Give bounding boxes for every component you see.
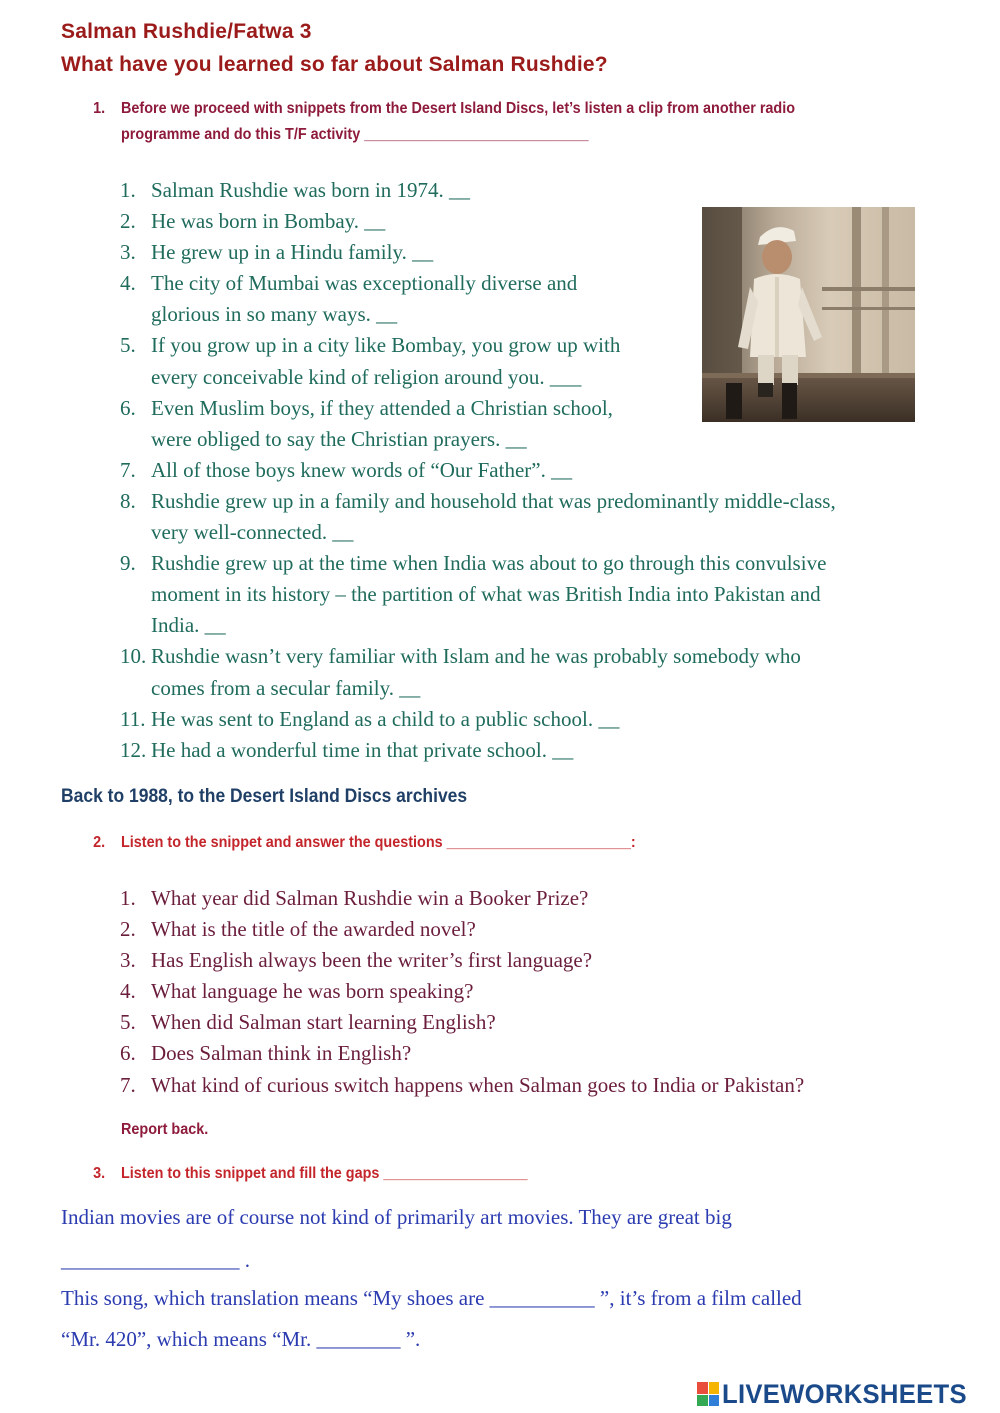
statement-number: 11.: [120, 706, 146, 731]
question-item: [120, 1070, 804, 1101]
statement-text-line: Even Muslim boys, if they attended a Christian school,: [151, 395, 613, 420]
question-item: [120, 1038, 804, 1069]
gap-fill-line: _________________ .: [61, 1248, 250, 1272]
question-text: What language he was born speaking?: [151, 979, 474, 1004]
task3-instruction: [93, 1161, 528, 1187]
question-number: 1.: [120, 886, 136, 910]
question-text: When did Salman start learning English?: [151, 1010, 496, 1035]
question-text: What kind of curious switch happens when Salman goes to India or Pakistan?: [151, 1072, 805, 1097]
task3-number: 3.: [93, 1165, 106, 1182]
question-item: [120, 914, 804, 945]
logo-mark-icon: [697, 1382, 719, 1406]
task1-number: 1.: [93, 100, 106, 117]
statement-number: 2.: [120, 209, 136, 234]
question-text: Has English always been the writer’s first language?: [151, 948, 593, 973]
gap-fill-line: This song, which translation means “My shoes are __________ ”, it’s from a film called: [61, 1286, 802, 1310]
statement-number: 6.: [120, 395, 136, 420]
liveworksheets-logo: [697, 1379, 980, 1409]
statement-text-line: All of those boys knew words of “Our Father”. __: [151, 457, 573, 482]
tf-statement: [120, 455, 836, 486]
tf-statement: [120, 735, 836, 766]
question-item: [120, 883, 804, 914]
logo-mark-tile: [697, 1395, 708, 1407]
questions-list: [120, 883, 804, 1101]
gap-fill-line: Indian movies are of course not kind of primarily art movies. They are great big: [61, 1205, 732, 1229]
statement-number: 5.: [120, 333, 136, 358]
worksheet-subtitle: What have you learned so far about Salman Rushdie?: [61, 53, 608, 76]
logo-mark-tile: [709, 1395, 720, 1407]
statement-text-line: Salman Rushdie was born in 1974. __: [151, 178, 471, 202]
statement-text-line: He was born in Bombay. __: [151, 209, 386, 234]
statement-text-line: glorious in so many ways. __: [151, 302, 398, 327]
tf-statement: [120, 641, 836, 703]
statement-number: 12.: [120, 737, 147, 762]
tf-statement: [120, 175, 836, 206]
task1-instruction: [93, 96, 796, 148]
statement-text-line: Rushdie grew up at the time when India was about to go through this convulsive: [151, 551, 827, 576]
statement-text-line: Rushdie grew up in a family and household that was predominantly middle-class,: [151, 488, 836, 513]
statement-number: 9.: [120, 551, 136, 576]
logo-mark-tile: [709, 1382, 720, 1394]
statement-text-line: very well-connected. __: [151, 520, 354, 545]
statement-number: 1.: [120, 178, 136, 202]
childhood-photo: [702, 207, 915, 422]
statement-text-line: India. __: [151, 613, 226, 638]
statement-text-line: The city of Mumbai was exceptionally diverse and: [151, 271, 578, 296]
tf-statement: [120, 548, 836, 641]
statement-text-line: He was sent to England as a child to a public school. __: [151, 706, 620, 731]
question-text: What is the title of the awarded novel?: [151, 917, 476, 942]
question-text: Does Salman think in English?: [151, 1041, 412, 1066]
question-number: 3.: [120, 948, 136, 973]
task2-instruction-line: Listen to the snippet and answer the questions _______________________:: [121, 834, 636, 851]
question-number: 5.: [120, 1010, 136, 1035]
task1-instruction-line: Before we proceed with snippets from the Desert Island Discs, let’s listen a clip from another radio: [121, 100, 796, 117]
question-number: 4.: [120, 979, 136, 1004]
section-heading: Back to 1988, to the Desert Island Discs archives: [61, 786, 468, 807]
statement-number: 7.: [120, 457, 136, 482]
statement-text-line: He grew up in a Hindu family. __: [151, 240, 434, 265]
question-item: [120, 1007, 804, 1038]
statement-text-line: every conceivable kind of religion around you. ___: [151, 364, 582, 389]
question-number: 2.: [120, 917, 136, 942]
question-number: 7.: [120, 1072, 136, 1097]
statement-number: 3.: [120, 240, 136, 265]
worksheet-title: Salman Rushdie/Fatwa 3: [61, 20, 312, 43]
logo-text: LIVEWORKSHEETS: [722, 1378, 967, 1409]
task2-number: 2.: [93, 834, 106, 851]
statement-text-line: comes from a secular family. __: [151, 675, 421, 700]
statement-text-line: Rushdie wasn’t very familiar with Islam and he was probably somebody who: [151, 644, 801, 669]
question-item: [120, 945, 804, 976]
statement-number: 4.: [120, 271, 136, 296]
question-text: What year did Salman Rushdie win a Booker Prize?: [151, 886, 589, 910]
statement-text-line: He had a wonderful time in that private school. __: [151, 737, 574, 762]
gap-fill-line: “Mr. 420”, which means “Mr. ________ ”.: [61, 1327, 421, 1351]
logo-mark-tile: [697, 1382, 708, 1394]
statement-number: 8.: [120, 488, 136, 513]
question-item: [120, 976, 804, 1007]
tf-statement: [120, 486, 836, 548]
statement-text-line: moment in its history – the partition of what was British India into Pakistan and: [151, 582, 821, 607]
tf-statement: [120, 704, 836, 735]
question-number: 6.: [120, 1041, 136, 1066]
task2-instruction: [93, 830, 636, 856]
task1-instruction-line: programme and do this T/F activity ____________________________: [121, 126, 589, 143]
task3-instruction-line: Listen to this snippet and fill the gaps __________________: [121, 1165, 528, 1182]
report-back-note: Report back.: [121, 1121, 209, 1138]
statement-number: 10.: [120, 644, 147, 669]
statement-text-line: If you grow up in a city like Bombay, you grow up with: [151, 333, 621, 358]
statement-text-line: were obliged to say the Christian prayers. __: [151, 426, 527, 451]
